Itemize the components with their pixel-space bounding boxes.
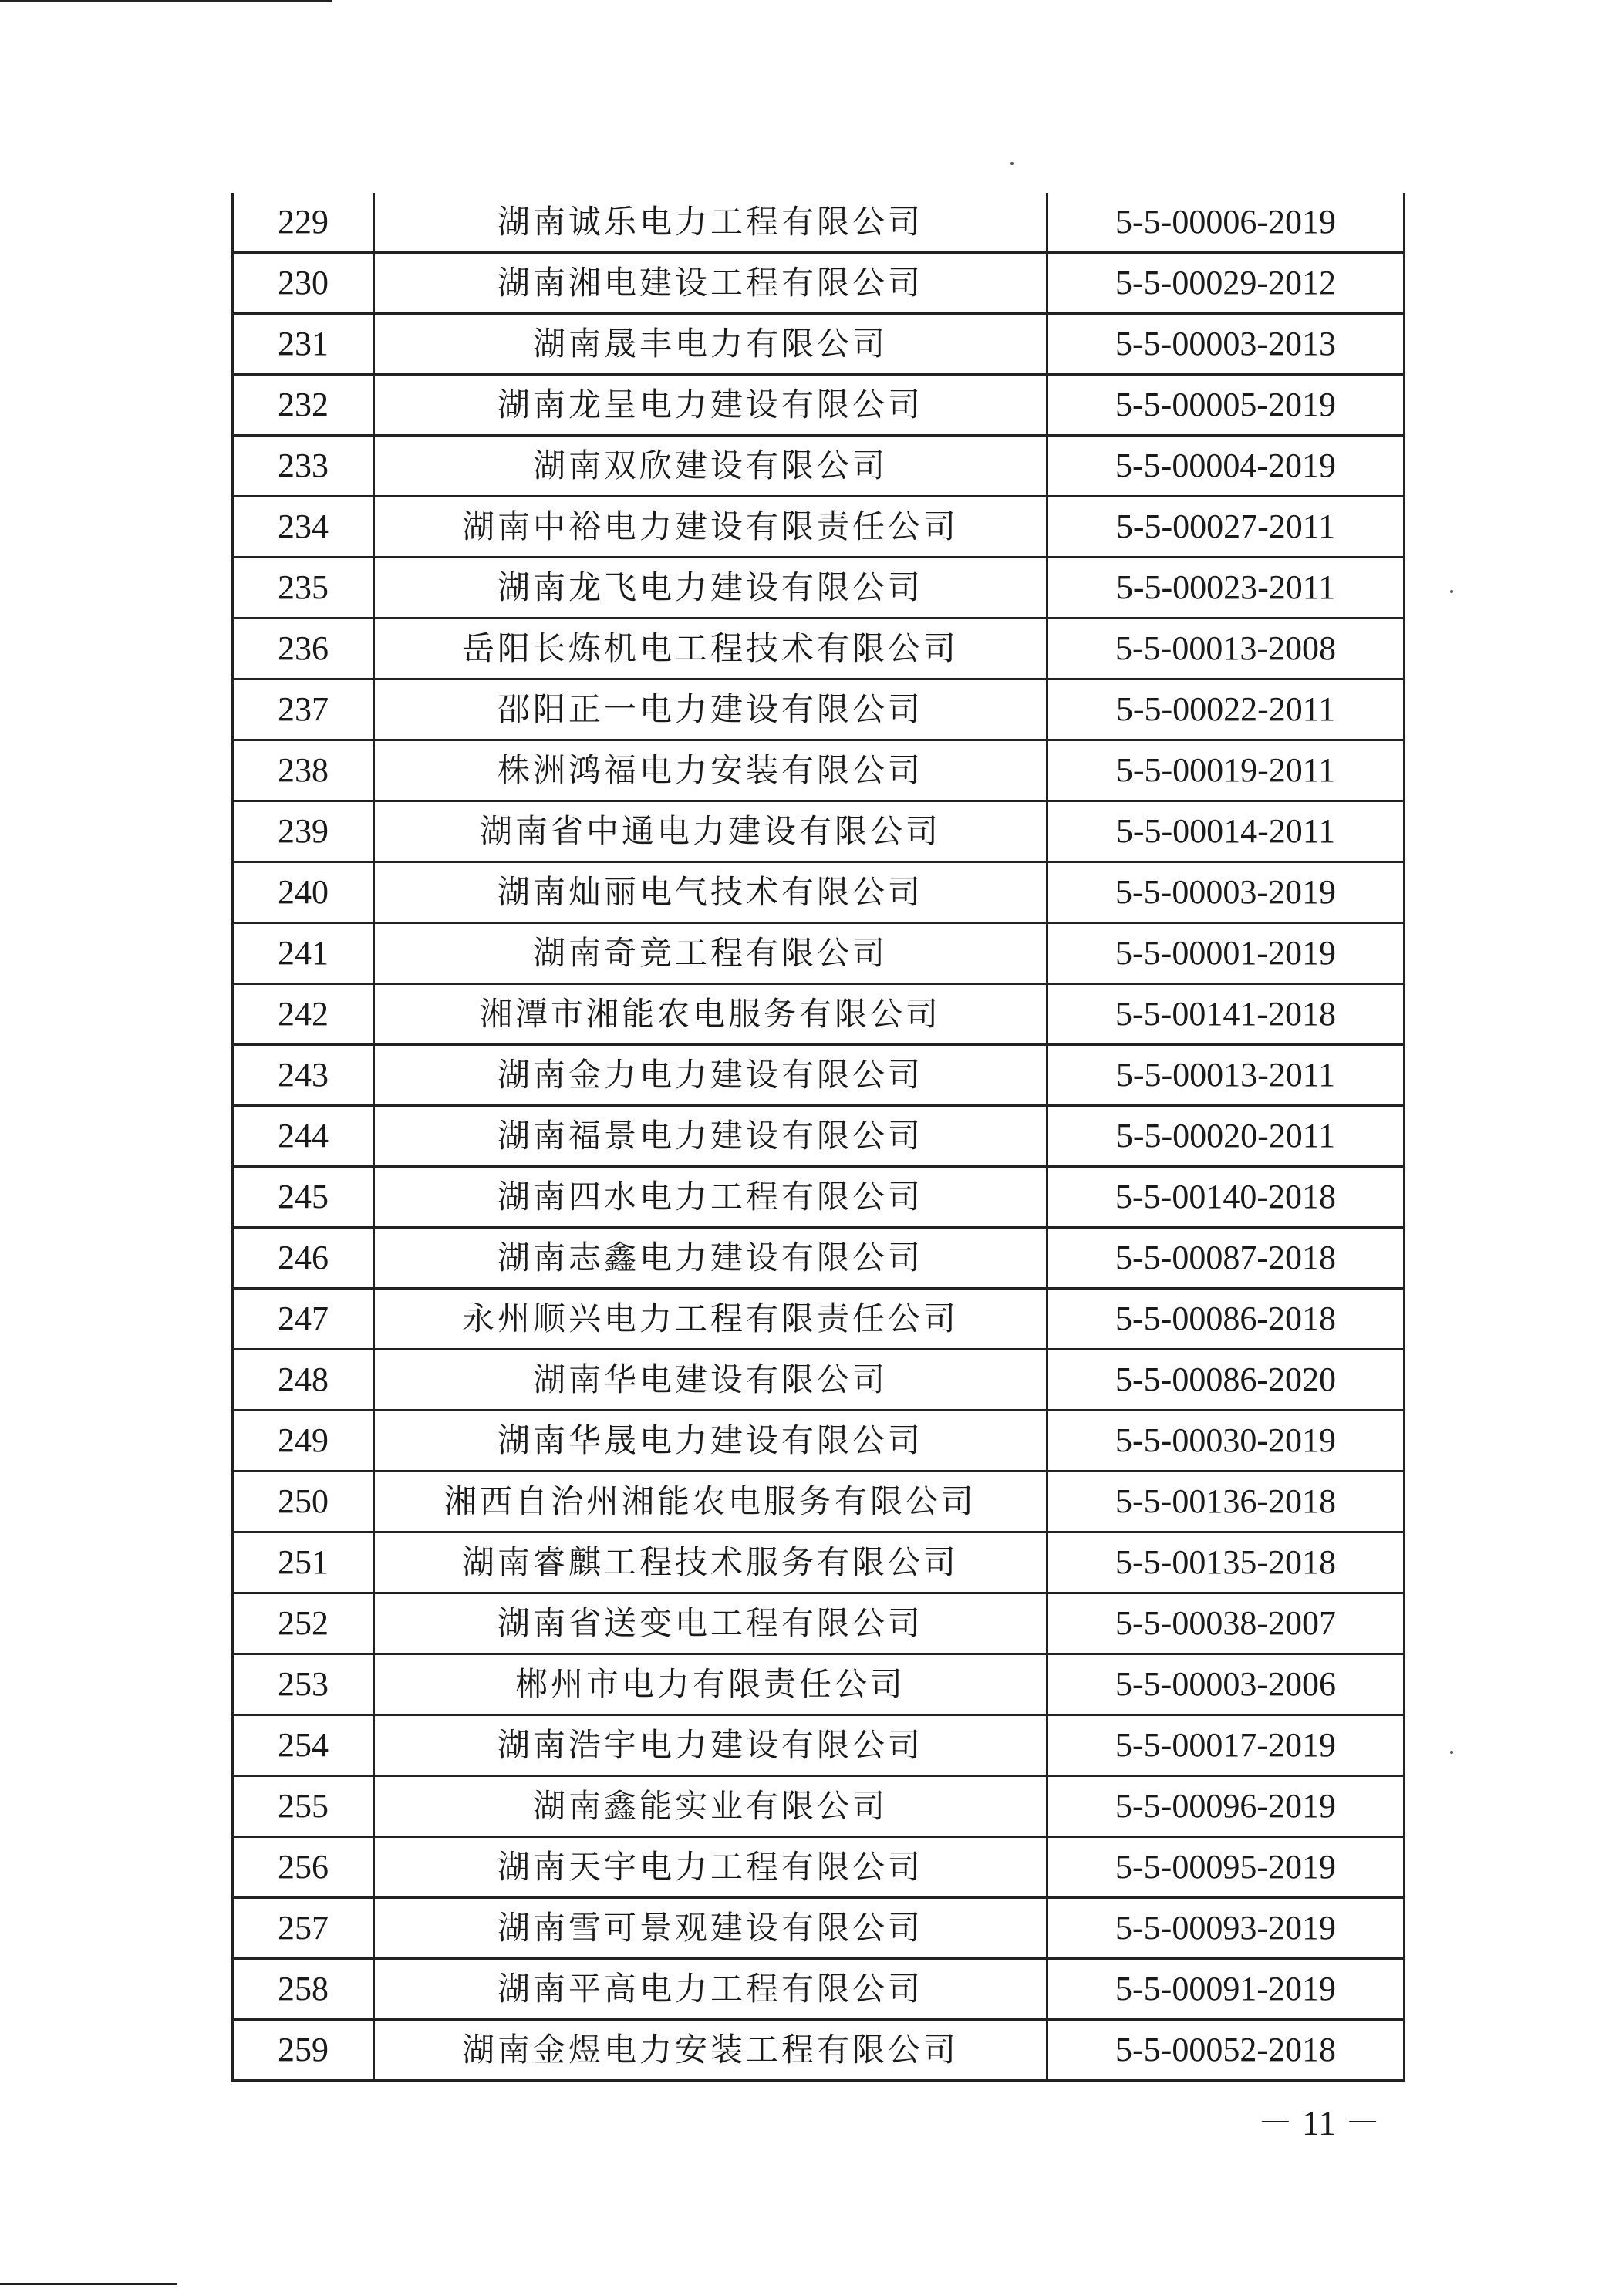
company-name-cell: 湖南鑫能实业有限公司 (374, 1776, 1047, 1837)
table-row (233, 1045, 1405, 1106)
scan-speck (1450, 1751, 1453, 1754)
company-name-cell: 湖南龙呈电力建设有限公司 (374, 375, 1047, 436)
certificate-code-cell: 5-5-00135-2018 (1047, 1532, 1405, 1593)
row-number-cell: 258 (233, 1959, 374, 2020)
row-number-cell: 253 (233, 1654, 374, 1715)
table-row (233, 1350, 1405, 1411)
table-row (233, 497, 1405, 558)
company-name-cell: 湘潭市湘能农电服务有限公司 (374, 984, 1047, 1045)
table-row (233, 1472, 1405, 1532)
table-row (233, 923, 1405, 984)
certificate-code-cell: 5-5-00052-2018 (1047, 2020, 1405, 2081)
certificate-code-cell: 5-5-00022-2011 (1047, 679, 1405, 740)
row-number-cell: 250 (233, 1472, 374, 1532)
table-row (233, 314, 1405, 375)
table-row (233, 1776, 1405, 1837)
certificate-code-cell: 5-5-00136-2018 (1047, 1472, 1405, 1532)
company-table-container (231, 193, 1396, 2082)
certificate-code-cell: 5-5-00030-2019 (1047, 1411, 1405, 1472)
row-number-cell: 229 (233, 193, 374, 253)
row-number-cell: 241 (233, 923, 374, 984)
company-name-cell: 湖南灿丽电气技术有限公司 (374, 862, 1047, 923)
company-name-cell: 湖南四水电力工程有限公司 (374, 1167, 1047, 1228)
certificate-code-cell: 5-5-00003-2006 (1047, 1654, 1405, 1715)
company-name-cell: 湘西自治州湘能农电服务有限公司 (374, 1472, 1047, 1532)
company-name-cell: 湖南省送变电工程有限公司 (374, 1593, 1047, 1654)
table-row (233, 253, 1405, 314)
row-number-cell: 256 (233, 1837, 374, 1898)
certificate-code-cell: 5-5-00038-2007 (1047, 1593, 1405, 1654)
row-number-cell: 239 (233, 801, 374, 862)
row-number-cell: 251 (233, 1532, 374, 1593)
table-row (233, 801, 1405, 862)
scan-edge-mark-top (0, 0, 332, 2)
table-row (233, 740, 1405, 801)
row-number-cell: 255 (233, 1776, 374, 1837)
row-number-cell: 249 (233, 1411, 374, 1472)
certificate-code-cell: 5-5-00003-2019 (1047, 862, 1405, 923)
table-row (233, 984, 1405, 1045)
table-row (233, 375, 1405, 436)
certificate-code-cell: 5-5-00013-2008 (1047, 619, 1405, 679)
scan-speck (1450, 590, 1453, 593)
company-name-cell: 永州顺兴电力工程有限责任公司 (374, 1289, 1047, 1350)
certificate-code-cell: 5-5-00014-2011 (1047, 801, 1405, 862)
company-name-cell: 湖南天宇电力工程有限公司 (374, 1837, 1047, 1898)
table-row (233, 1715, 1405, 1776)
certificate-code-cell: 5-5-00140-2018 (1047, 1167, 1405, 1228)
certificate-code-cell: 5-5-00005-2019 (1047, 375, 1405, 436)
company-name-cell: 湖南志鑫电力建设有限公司 (374, 1228, 1047, 1289)
table-row (233, 619, 1405, 679)
table-row (233, 1289, 1405, 1350)
row-number-cell: 242 (233, 984, 374, 1045)
certificate-code-cell: 5-5-00006-2019 (1047, 193, 1405, 253)
company-name-cell: 湖南晟丰电力有限公司 (374, 314, 1047, 375)
row-number-cell: 230 (233, 253, 374, 314)
table-row (233, 862, 1405, 923)
row-number-cell: 234 (233, 497, 374, 558)
table-row (233, 436, 1405, 497)
row-number-cell: 246 (233, 1228, 374, 1289)
table-row (233, 679, 1405, 740)
row-number-cell: 232 (233, 375, 374, 436)
certificate-code-cell: 5-5-00096-2019 (1047, 1776, 1405, 1837)
company-name-cell: 郴州市电力有限责任公司 (374, 1654, 1047, 1715)
table-row (233, 1106, 1405, 1167)
row-number-cell: 248 (233, 1350, 374, 1411)
company-name-cell: 湖南华电建设有限公司 (374, 1350, 1047, 1411)
table-row (233, 1167, 1405, 1228)
certificate-code-cell: 5-5-00013-2011 (1047, 1045, 1405, 1106)
row-number-cell: 252 (233, 1593, 374, 1654)
table-row (233, 1959, 1405, 2020)
table-row (233, 1593, 1405, 1654)
company-name-cell: 湖南金煜电力安装工程有限公司 (374, 2020, 1047, 2081)
table-row (233, 1228, 1405, 1289)
table-row (233, 1411, 1405, 1472)
certificate-code-cell: 5-5-00095-2019 (1047, 1837, 1405, 1898)
row-number-cell: 247 (233, 1289, 374, 1350)
scan-speck (1010, 162, 1014, 165)
certificate-code-cell: 5-5-00023-2011 (1047, 558, 1405, 619)
company-name-cell: 湖南双欣建设有限公司 (374, 436, 1047, 497)
row-number-cell: 244 (233, 1106, 374, 1167)
row-number-cell: 259 (233, 2020, 374, 2081)
certificate-code-cell: 5-5-00017-2019 (1047, 1715, 1405, 1776)
table-row (233, 193, 1405, 253)
company-name-cell: 湖南雪可景观建设有限公司 (374, 1898, 1047, 1959)
certificate-code-cell: 5-5-00027-2011 (1047, 497, 1405, 558)
company-name-cell: 邵阳正一电力建设有限公司 (374, 679, 1047, 740)
row-number-cell: 257 (233, 1898, 374, 1959)
table-row (233, 1532, 1405, 1593)
row-number-cell: 236 (233, 619, 374, 679)
company-name-cell: 岳阳长炼机电工程技术有限公司 (374, 619, 1047, 679)
table-row (233, 2020, 1405, 2081)
company-name-cell: 湖南诚乐电力工程有限公司 (374, 193, 1047, 253)
company-name-cell: 湖南平高电力工程有限公司 (374, 1959, 1047, 2020)
row-number-cell: 233 (233, 436, 374, 497)
certificate-code-cell: 5-5-00086-2020 (1047, 1350, 1405, 1411)
certificate-code-cell: 5-5-00004-2019 (1047, 436, 1405, 497)
company-name-cell: 湖南睿麒工程技术服务有限公司 (374, 1532, 1047, 1593)
row-number-cell: 254 (233, 1715, 374, 1776)
row-number-cell: 243 (233, 1045, 374, 1106)
row-number-cell: 237 (233, 679, 374, 740)
certificate-code-cell: 5-5-00003-2013 (1047, 314, 1405, 375)
row-number-cell: 240 (233, 862, 374, 923)
certificate-code-cell: 5-5-00087-2018 (1047, 1228, 1405, 1289)
certificate-code-cell: 5-5-00001-2019 (1047, 923, 1405, 984)
certificate-code-cell: 5-5-00091-2019 (1047, 1959, 1405, 2020)
company-name-cell: 湖南华晟电力建设有限公司 (374, 1411, 1047, 1472)
certificate-code-cell: 5-5-00019-2011 (1047, 740, 1405, 801)
company-name-cell: 湖南龙飞电力建设有限公司 (374, 558, 1047, 619)
scan-edge-mark-bottom (0, 2283, 177, 2285)
certificate-code-cell: 5-5-00020-2011 (1047, 1106, 1405, 1167)
company-name-cell: 湖南湘电建设工程有限公司 (374, 253, 1047, 314)
certificate-code-cell: 5-5-00093-2019 (1047, 1898, 1405, 1959)
row-number-cell: 235 (233, 558, 374, 619)
company-name-cell: 湖南奇竞工程有限公司 (374, 923, 1047, 984)
company-name-cell: 株洲鸿福电力安装有限公司 (374, 740, 1047, 801)
table-row (233, 1898, 1405, 1959)
table-row (233, 1837, 1405, 1898)
company-name-cell: 湖南浩宇电力建设有限公司 (374, 1715, 1047, 1776)
table-body (233, 193, 1405, 2081)
row-number-cell: 238 (233, 740, 374, 801)
row-number-cell: 245 (233, 1167, 374, 1228)
table-row (233, 1654, 1405, 1715)
certificate-code-cell: 5-5-00029-2012 (1047, 253, 1405, 314)
company-name-cell: 湖南福景电力建设有限公司 (374, 1106, 1047, 1167)
certificate-code-cell: 5-5-00141-2018 (1047, 984, 1405, 1045)
company-qualification-table (231, 193, 1405, 2082)
row-number-cell: 231 (233, 314, 374, 375)
table-row (233, 558, 1405, 619)
company-name-cell: 湖南金力电力建设有限公司 (374, 1045, 1047, 1106)
company-name-cell: 湖南中裕电力建设有限责任公司 (374, 497, 1047, 558)
page-number: － 11 － (1257, 2103, 1381, 2143)
certificate-code-cell: 5-5-00086-2018 (1047, 1289, 1405, 1350)
company-name-cell: 湖南省中通电力建设有限公司 (374, 801, 1047, 862)
